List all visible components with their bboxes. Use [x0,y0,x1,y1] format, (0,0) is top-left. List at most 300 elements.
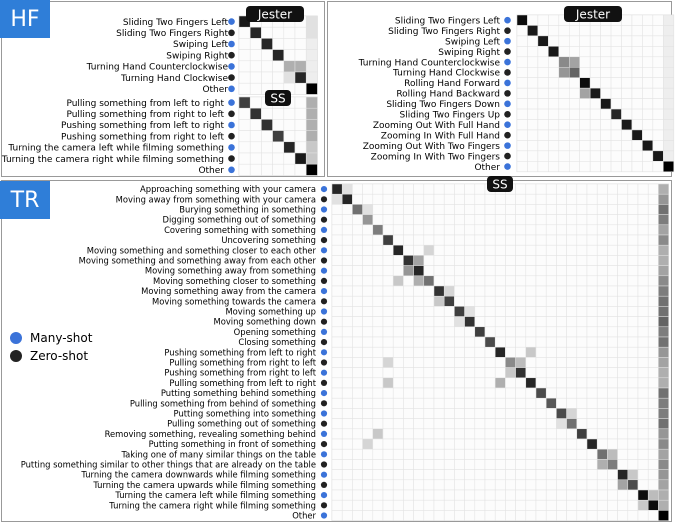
matrix-1-cell [239,108,250,119]
matrix-3-cell [567,459,577,469]
matrix-2-row-label: Zooming In With Two Fingers [370,152,500,163]
matrix-2-cell [611,88,621,98]
matrix-3-cell [434,388,444,398]
matrix-3-cell [648,306,658,316]
matrix-3-cell [505,347,515,357]
matrix-3-cell [342,419,352,429]
matrix-2-cell [559,57,569,67]
matrix-3-cell [332,286,342,296]
matrix-2-cell [580,67,590,77]
matrix-3-cell [556,470,566,480]
matrix-1-cell [250,119,261,130]
matrix-3-cell [495,500,505,510]
matrix-3-cell [424,510,434,520]
matrix-3-cell [475,398,485,408]
matrix-3-cell [373,388,383,398]
matrix-3-cell [373,296,383,306]
matrix-2-zero-shot-dot [504,48,511,55]
matrix-3-cell [342,337,352,347]
matrix-2-cell [538,151,548,161]
matrix-0-cell [250,83,261,94]
matrix-3-cell [454,225,464,235]
matrix-3-cell [607,480,617,490]
matrix-2-cell [517,120,527,130]
matrix-3-cell [556,204,566,214]
matrix-3-cell [414,286,424,296]
matrix-3-cell [587,215,597,225]
matrix-3-cell [454,296,464,306]
matrix-3-cell [444,449,454,459]
matrix-3-cell [546,398,556,408]
matrix-3-cell [434,378,444,388]
matrix-3-cell [587,235,597,245]
matrix-3-cell [414,500,424,510]
matrix-3-cell [383,266,393,276]
matrix-3-cell [516,317,526,327]
matrix-3-cell [567,225,577,235]
matrix-3-cell [475,337,485,347]
matrix-3-cell [516,337,526,347]
matrix-3-cell [495,459,505,469]
matrix-1-zero-shot-dot [228,155,235,162]
matrix-2-cell [527,88,537,98]
matrix-3-cell [556,245,566,255]
matrix-1-cell [273,108,284,119]
matrix-3-cell [638,398,648,408]
matrix-3-cell [546,255,556,265]
matrix-3-cell [352,276,362,286]
matrix-3-cell [393,255,403,265]
matrix-3-cell [465,317,475,327]
matrix-2-cell [622,120,632,130]
matrix-3-cell [352,500,362,510]
matrix-2-cell [663,99,673,109]
matrix-3-cell [424,408,434,418]
matrix-3-cell [567,327,577,337]
matrix-3-cell [424,286,434,296]
matrix-3-cell [373,245,383,255]
matrix-2-cell [569,25,579,35]
matrix-3-cell [587,337,597,347]
matrix-2-cell [517,88,527,98]
matrix-2-many-shot-dot [504,121,511,128]
matrix-3-cell [414,337,424,347]
matrix-3-cell [577,347,587,357]
matrix-1-cell [284,108,295,119]
matrix-2-cell [559,120,569,130]
matrix-3-cell [536,490,546,500]
matrix-3-cell [383,408,393,418]
matrix-3-cell [424,296,434,306]
matrix-2-row-label: Sliding Two Fingers Right [388,26,500,37]
matrix-2-cell [632,120,642,130]
matrix-2-zero-shot-dot [504,132,511,139]
matrix-3-cell [516,266,526,276]
matrix-3-cell [658,429,668,439]
matrix-3-cell [505,459,515,469]
matrix-3-cell [495,480,505,490]
matrix-2-cell [590,130,600,140]
matrix-3-cell [505,398,515,408]
matrix-2-cell [569,67,579,77]
matrix-3-cell [536,235,546,245]
matrix-2-cell [663,140,673,150]
matrix-3-cell [475,245,485,255]
matrix-3-cell [393,306,403,316]
matrix-0-cell [295,27,306,38]
matrix-3-cell [342,510,352,520]
matrix-3-cell [383,480,393,490]
matrix-3-cell [638,245,648,255]
matrix-3-cell [342,306,352,316]
matrix-3-cell [567,429,577,439]
matrix-3-cell [597,327,607,337]
matrix-3-cell [505,306,515,316]
matrix-3-cell [434,215,444,225]
matrix-3-cell [495,276,505,286]
matrix-3-cell [638,439,648,449]
matrix-2-cell [527,67,537,77]
matrix-3-cell [505,215,515,225]
matrix-3-cell [454,459,464,469]
matrix-3-cell [648,459,658,469]
matrix-3-cell [658,388,668,398]
matrix-3-cell [658,500,668,510]
matrix-3-cell [475,204,485,214]
matrix-2-cell [559,109,569,119]
matrix-3-cell [556,500,566,510]
matrix-0-cell [250,38,261,49]
matrix-2-cell [527,109,537,119]
matrix-3-cell [505,368,515,378]
matrix-2-many-shot-dot [504,163,511,170]
matrix-3-cell [536,439,546,449]
matrix-2-cell [632,88,642,98]
matrix-2-row-label: Turning Hand Counterclockwise [358,58,500,69]
matrix-1-many-shot-dot [228,122,235,129]
matrix-3-cell [546,235,556,245]
matrix-3-cell [434,194,444,204]
matrix-1-cell [295,131,306,142]
matrix-3-row-label: Covering something with something [164,224,316,235]
matrix-2-cell [517,57,527,67]
matrix-3-cell [332,225,342,235]
matrix-0-cell [284,27,295,38]
matrix-3-cell [628,204,638,214]
matrix-0-cell [306,27,317,38]
matrix-3-cell [393,337,403,347]
matrix-3-cell [454,276,464,286]
matrix-3-cell [597,276,607,286]
matrix-3-cell [363,419,373,429]
matrix-3-cell [628,408,638,418]
matrix-3-cell [505,317,515,327]
matrix-3-cell [597,204,607,214]
matrix-3-cell [658,510,668,520]
matrix-3-cell [352,378,362,388]
matrix-3-cell [516,357,526,367]
matrix-3-row-label: Turning the camera right while filming something [109,500,316,511]
matrix-3-cell [638,317,648,327]
matrix-3-cell [618,306,628,316]
matrix-3-cell [638,459,648,469]
matrix-3-cell [352,225,362,235]
matrix-3-cell [567,296,577,306]
matrix-3-cell [485,194,495,204]
matrix-3-cell [424,398,434,408]
matrix-2-zero-shot-dot [504,111,511,118]
matrix-2-row-label: Swiping Right [438,47,500,58]
matrix-2-cell [538,46,548,56]
matrix-3-many-shot-dot [321,431,327,437]
matrix-3-cell [434,459,444,469]
matrix-2-cell [559,140,569,150]
matrix-3-cell [393,317,403,327]
matrix-3-cell [424,480,434,490]
matrix-3-cell [648,194,658,204]
matrix-3-cell [607,245,617,255]
matrix-2-cell [590,88,600,98]
matrix-3-cell [352,327,362,337]
matrix-3-cell [393,439,403,449]
matrix-3-cell [587,255,597,265]
matrix-3-cell [536,276,546,286]
matrix-2-cell [569,46,579,56]
matrix-1-cell [273,131,284,142]
matrix-2-cell [569,140,579,150]
matrix-0-cell [273,50,284,61]
matrix-2-cell [548,99,558,109]
matrix-3-cell [444,245,454,255]
matrix-3-cell [352,266,362,276]
matrix-3-cell [332,470,342,480]
matrix-3-cell [658,470,668,480]
matrix-2-row-label: Other [474,162,500,173]
matrix-2-cell [580,140,590,150]
matrix-3-cell [546,378,556,388]
matrix-3-cell [587,225,597,235]
matrix-3-cell [658,368,668,378]
matrix-3-cell [393,296,403,306]
matrix-1-cell [284,131,295,142]
matrix-1-cell [261,119,272,130]
matrix-3-cell [403,194,413,204]
matrix-3-cell [495,378,505,388]
matrix-3-cell [536,510,546,520]
matrix-3-cell [393,276,403,286]
matrix-3-cell [393,368,403,378]
matrix-2-cell [663,151,673,161]
matrix-3-cell [618,500,628,510]
matrix-3-cell [342,439,352,449]
matrix-3-many-shot-dot [321,206,327,212]
matrix-3-cell [363,194,373,204]
matrix-3-zero-shot-dot [321,441,327,447]
matrix-2-cell [548,46,558,56]
matrix-1-cell [261,153,272,164]
matrix-3-cell [546,184,556,194]
matrix-3-cell [403,337,413,347]
matrix-3-cell [597,419,607,429]
matrix-3-cell [505,419,515,429]
matrix-2-cell [622,46,632,56]
matrix-3-cell [505,357,515,367]
matrix-3-cell [648,500,658,510]
matrix-2-many-shot-dot [504,59,511,66]
matrix-3-cell [454,327,464,337]
matrix-3-cell [485,419,495,429]
matrix-3-cell [648,470,658,480]
matrix-2-cell [632,78,642,88]
matrix-3-cell [363,378,373,388]
matrix-2-cell [517,15,527,25]
matrix-2-cell [538,57,548,67]
matrix-3-cell [526,306,536,316]
matrix-2-many-shot-dot [504,38,511,45]
matrix-3-cell [352,255,362,265]
matrix-3-cell [444,266,454,276]
matrix-0-cell [295,61,306,72]
matrix-2-cell [538,88,548,98]
matrix-3-cell [342,347,352,357]
matrix-2-cell [632,130,642,140]
matrix-3-row-label: Pulling something from right to left [169,357,316,368]
matrix-3-row-label: Moving something down [213,316,316,327]
matrix-3-cell [475,388,485,398]
matrix-3-cell [373,317,383,327]
matrix-0-many-shot-dot [228,41,235,48]
matrix-3-cell [352,490,362,500]
matrix-3-cell [475,357,485,367]
matrix-2-cell [569,99,579,109]
matrix-3-cell [485,510,495,520]
matrix-2-cell [590,109,600,119]
matrix-2-cell [601,78,611,88]
matrix-3-cell [628,470,638,480]
matrix-3-cell [648,337,658,347]
matrix-0-cell [239,50,250,61]
matrix-3-cell [516,429,526,439]
matrix-3-cell [567,255,577,265]
matrix-3-cell [465,286,475,296]
matrix-3-cell [363,347,373,357]
matrix-2-cell [632,57,642,67]
matrix-3-cell [465,337,475,347]
matrix-2-cell [538,109,548,119]
matrix-2-cell [653,67,663,77]
matrix-2-many-shot-dot [504,17,511,24]
matrix-0-cell [250,72,261,83]
matrix-2-cell [642,36,652,46]
matrix-3-zero-shot-dot [321,339,327,345]
matrix-3-cell [638,368,648,378]
matrix-2-cell [632,15,642,25]
matrix-3-cell [536,470,546,480]
matrix-3-cell [526,459,536,469]
matrix-3-cell [403,449,413,459]
matrix-3-cell [618,225,628,235]
matrix-3-cell [556,215,566,225]
matrix-1-cell [306,131,317,142]
matrix-3-cell [383,459,393,469]
matrix-3-cell [373,347,383,357]
matrix-3-row-label: Pulling something from behind of something [129,398,316,409]
matrix-3-cell [383,235,393,245]
matrix-3-cell [546,490,556,500]
matrix-3-cell [342,378,352,388]
matrix-3-cell [567,276,577,286]
matrix-3-cell [597,296,607,306]
matrix-3-cell [363,327,373,337]
matrix-2-cell [517,140,527,150]
matrix-3-cell [567,500,577,510]
matrix-3-cell [505,204,515,214]
matrix-3-cell [424,225,434,235]
matrix-3-cell [516,235,526,245]
matrix-3-cell [505,439,515,449]
matrix-2-cell [559,46,569,56]
matrix-3-cell [495,388,505,398]
matrix-3-cell [414,235,424,245]
matrix-3-cell [587,368,597,378]
matrix-3-cell [424,204,434,214]
matrix-3-cell [577,449,587,459]
matrix-3-cell [546,215,556,225]
matrix-3-cell [618,184,628,194]
matrix-1-cell [284,142,295,153]
matrix-3-cell [516,388,526,398]
matrix-3-cell [638,204,648,214]
matrix-2-cell [559,130,569,140]
matrix-2-cell [569,109,579,119]
matrix-3-cell [536,306,546,316]
matrix-3-cell [332,368,342,378]
matrix-3-cell [454,500,464,510]
matrix-3-cell [648,357,658,367]
matrix-3-cell [577,225,587,235]
matrix-3-cell [434,347,444,357]
matrix-2-cell [663,88,673,98]
matrix-3-cell [546,337,556,347]
matrix-3-zero-shot-dot [321,196,327,202]
matrix-3-cell [577,398,587,408]
matrix-3-cell [475,347,485,357]
matrix-1-many-shot-dot [228,167,235,174]
matrix-3-cell [373,235,383,245]
matrix-1-cell [295,164,306,175]
matrix-3-cell [567,347,577,357]
matrix-3-cell [526,388,536,398]
matrix-3-row-label: Removing something, revealing something behind [104,428,316,439]
matrix-3-cell [556,276,566,286]
matrix-2-row-label: Sliding Two Fingers Left [394,16,500,27]
matrix-3-cell [383,510,393,520]
matrix-3-row-label: Taking one of many similar things on the table [121,449,316,460]
matrix-3-cell [414,255,424,265]
matrix-3-cell [444,357,454,367]
matrix-2-cell [642,46,652,56]
matrix-2-cell [663,25,673,35]
matrix-3-cell [648,266,658,276]
matrix-2-cell [590,46,600,56]
matrix-3-cell [618,490,628,500]
matrix-3-cell [414,470,424,480]
matrix-1-cell [306,164,317,175]
matrix-3-cell [638,408,648,418]
matrix-2-cell [601,99,611,109]
matrix-2-cell [632,109,642,119]
matrix-3-cell [495,225,505,235]
